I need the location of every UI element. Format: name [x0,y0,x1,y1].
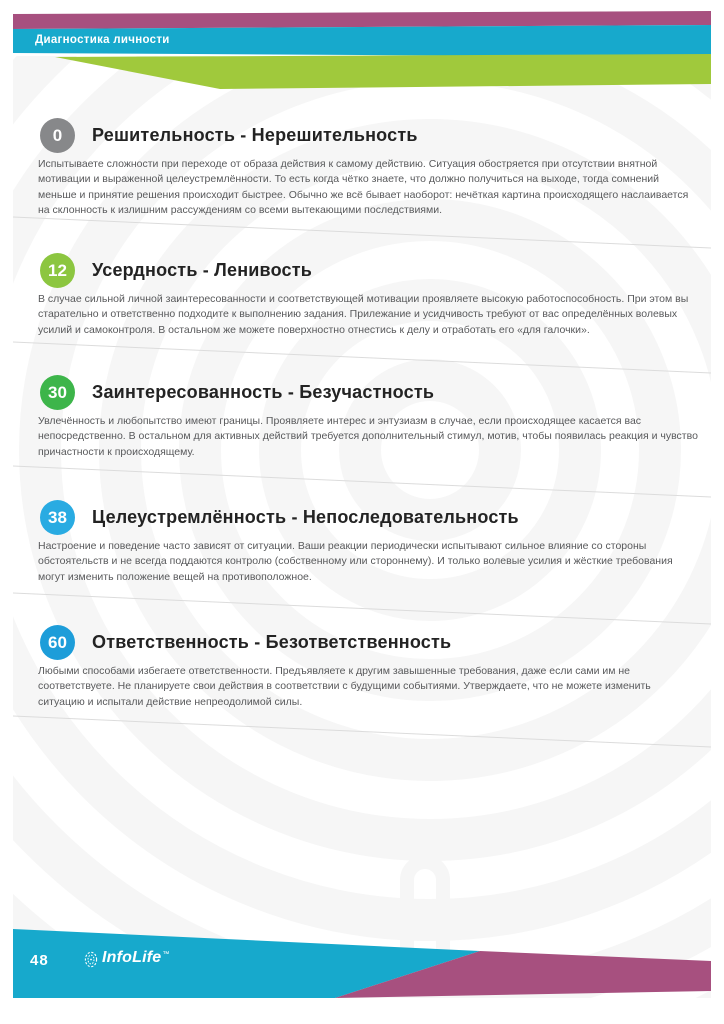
section-decisiveness [38,118,698,216]
trademark-symbol: ™ [162,950,170,958]
section-purposefulness [38,500,698,583]
fingerprint-icon [84,951,98,968]
section-title: Целеустремлённость - Непоследовательность [92,507,519,527]
section-title: Решительность - Нерешительность [92,125,418,145]
section-description: В случае сильной личной заинтересованности и соответствующей мотивации проявляете высокую работоспособность. При этом вы старательно и ответственно подходите к выполнению задания. Прилежание и усидчивость требуют от вас определённых волевых усилий и самоконтроля. В остальном же можете поверхностно отнестись к делу и отработать его «для галочки». [38,293,689,336]
page-number: 48 [30,952,49,969]
infolife-logo [84,949,169,967]
section-responsibility [38,625,698,708]
section-title: Заинтересованность - Безучастность [92,382,435,402]
score-badge: 60 [40,625,75,660]
score-badge: 38 [40,500,75,535]
logo-text: InfoLife [102,949,162,966]
section-title: Усердность - Ленивость [92,260,313,280]
score-badge: 12 [40,253,75,288]
score-badge: 30 [40,375,75,410]
section-description: Любыми способами избегаете ответственности. Предъявляете к другим завышенные требования, даже если сами им не соответствуете. Не планируете свои действия в соответствии с будущими событиями. Утверждаете, что не можете изменить ситуацию и испытали действие непреодолимой силы. [38,665,651,708]
section-description: Испытываете сложности при переходе от образа действия к самому действию. Ситуация обостряется при отсутствии внятной мотивации и выраженной целеустремлённости. То есть когда чётко знаете, что должно получиться на выходе, тогда сомнений меньше и принятие решения происходит быстрее. Обычно же всё бывает наоборот: нечёткая картина происходящего наслаивается на склонность к излишним рассуждениям со всеми вытекающими последствиями. [38,158,689,216]
score-badge: 0 [40,118,75,153]
section-diligence [38,253,698,336]
section-interest [38,375,698,458]
section-title: Ответственность - Безответственность [92,632,452,652]
section-description: Настроение и поведение часто зависят от ситуации. Ваши реакции периодически испытывают сильное влияние со стороны обстоятельств и не всегда поддаются контролю (собственному или стороннему). И только волевые усилия и жёсткие требования могут изменить положение вещей на противоположное. [38,540,673,583]
page-header-title: Диагностика личности [35,34,170,46]
section-description: Увлечённость и любопытство имеют границы. Проявляете интерес и энтузиазм в случае, если происходящее касается вас непосредственно. В остальном для активных действий требуется дополнительный стимул, мотив, чтобы появилась реакция и чувство причастности к происходящему. [38,415,698,458]
